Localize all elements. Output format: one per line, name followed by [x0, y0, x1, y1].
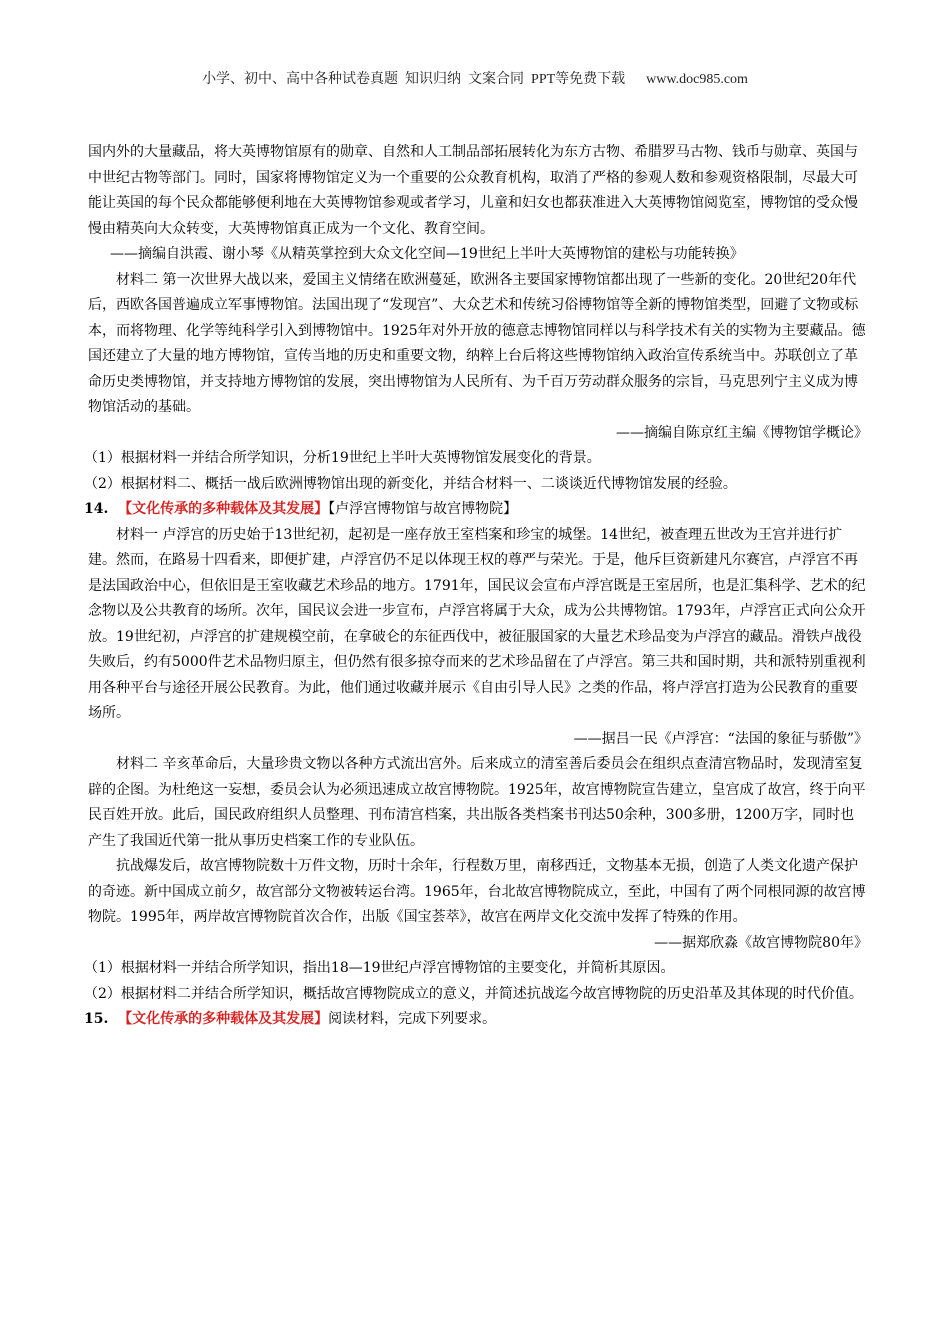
material-2-text: 材料二 第一次世界大战以来，爱国主义情绪在欧洲蔓延，欧洲各主要国家博物馆都出现了一些新的变化。20世纪20年代后，西欧各国普遍成立军事博物馆。法国出现了“发现宫”、大众艺术和传统习俗博物馆等全新的博物馆类型，回避了文物或标本，而将物理、化学等纯科学引入到博物馆中。1925年对外开放的德意志博物馆同样以与科学技术有关的实物为主要藏品。德国还建立了大量的地方博物馆，宣传当地的历史和重要文物，纳粹上台后将这些博物馆纳入政治宣传系统当中。苏联创立了革命历史类博物馆，并支持地方博物馆的发展，突出博物馆为人民所有、为千百万劳动群众服务的宗旨，马克思列宁主义成为博物馆活动的基础。 — [88, 271, 866, 415]
source-citation: ——据吕一民《卢浮宫：“法国的象征与骄傲”》 — [573, 730, 868, 747]
material-1-text: 材料一 卢浮宫的历史始于13世纪初，起初是一座存放王室档案和珍宝的城堡。14世纪，被查理五世改为王宫并进行扩建。然而，在路易十四看来，即便扩建，卢浮宫仍不足以体现王权的尊严与荣光。于是，他斥巨资新建凡尔赛宫，卢浮宫不再是法国政治中心，但依旧是王室收藏艺术珍品的地方。1791年，国民议会宣布卢浮宫既是王室居所，也是汇集科学、艺术的纪念物以及公共教育的场所。次年，国民议会进一步宣布，卢浮宫将属于大众，成为公共博物馆。1793年，卢浮宫正式向公众开放。19世纪初，卢浮宫的扩建规模空前，在拿破仑的东征西伐中，被征服国家的大量艺术珍品变为卢浮宫的藏品。滑铁卢战役失败后，约有5000件艺术品物归原主，但仍然有很多掠夺而来的艺术珍品留在了卢浮宫。第三共和国时期，共和派特别重视利用各种平台与途径开展公民教育。为此，他们通过收藏并展示《自由引导人民》之类的作品，将卢浮宫打造为公民教育的重要场所。 — [88, 526, 866, 721]
topic-tag: 【文化传承的多种载体及其发展】 — [118, 501, 329, 517]
topic-tag: 【文化传承的多种载体及其发展】 — [118, 1011, 329, 1027]
source-citation: ——摘编自洪霞、谢小琴《从精英掌控到大众文化空间—19世纪上半叶大英博物馆的建松与功能转换》 — [110, 246, 744, 262]
question-item: （1）根据材料一并结合所学知识，分析19世纪上半叶大英博物馆发展变化的背景。 — [84, 450, 601, 466]
question-number: 15. — [84, 1011, 109, 1027]
question-item: （2）根据材料二并结合所学知识，概括故宫博物院成立的意义，并简述抗战迄今故宫博物院的历史沿革及其体现的时代价值。 — [84, 985, 863, 1002]
material-2-text-continued: 抗战爆发后，故宫博物院数十万件文物，历时十余年，行程数万里，南移西迁，文物基本无损，创造了人类文化遗产保护的奇迹。新中国成立前夕，故宫部分文物被转运台湾。1965年，台北故宫博物院成立，至此，中国有了两个同根同源的故宫博物院。1995年，两岸故宫博物院首次合作，出版《国宝荟萃》，故宫在两岸文化交流中发挥了特殊的作用。 — [88, 858, 866, 925]
question-number: 14. — [84, 501, 109, 517]
question-14-heading — [84, 497, 868, 523]
question-item: （1）根据材料一并结合所学知识，指出18—19世纪卢浮宫博物馆的主要变化，并简析其原因。 — [84, 960, 675, 976]
question-title: 【卢浮宫博物馆与故宫博物院】 — [328, 501, 518, 517]
question-instruction: 阅读材料，完成下列要求。 — [328, 1011, 497, 1027]
source-citation: ——据郑欣淼《故宫博物院80年》 — [654, 934, 868, 951]
passage-continued-text: 国内外的大量藏品，将大英博物馆原有的勋章、自然和人工制品部拓展转化为东方古物、希腊罗马古物、钱币与勋章、英国与中世纪古物等部门。同时，国家将博物馆定义为一个重要的公众教育机构，取消了严格的参观人数和参观资格限制，尽最大可能让英国的每个民众都能够便利地在大英博物馆参观或者学习，儿童和妇女也都获准进入大英博物馆阅览室，博物馆的受众慢慢由精英向大众转变，大英博物馆真正成为一个文化、教育空间。 — [88, 144, 858, 237]
source-citation: ——摘编自陈京红主编《博物馆学概论》 — [616, 424, 868, 441]
document-body — [84, 140, 868, 1033]
page-header: 小学、初中、高中各种试卷真题 知识归纳 文案合同 PPT等免费下载 www.doc985.com — [202, 72, 748, 87]
question-item: （2）根据材料二、概括一战后欧洲博物馆出现的新变化，并结合材料一、二谈谈近代博物馆发展的经验。 — [84, 475, 737, 492]
material-2-text: 材料二 辛亥革命后，大量珍贵文物以各种方式流出宫外。后来成立的清室善后委员会在组织点查清宫物品时，发现清室复辟的企图。为杜绝这一妄想，委员会认为必须迅速成立故宫博物院。1925年，故宫博物院宣告建立，皇宫成了故宫，终于向平民百姓开放。此后，国民政府组织人员整理、刊布清宫档案，共出版各类档案书刊达50余种，300多册，1200万字，同时也产生了我国近代第一批从事历史档案工作的专业队伍。 — [88, 756, 866, 849]
question-15-heading — [84, 1007, 868, 1033]
